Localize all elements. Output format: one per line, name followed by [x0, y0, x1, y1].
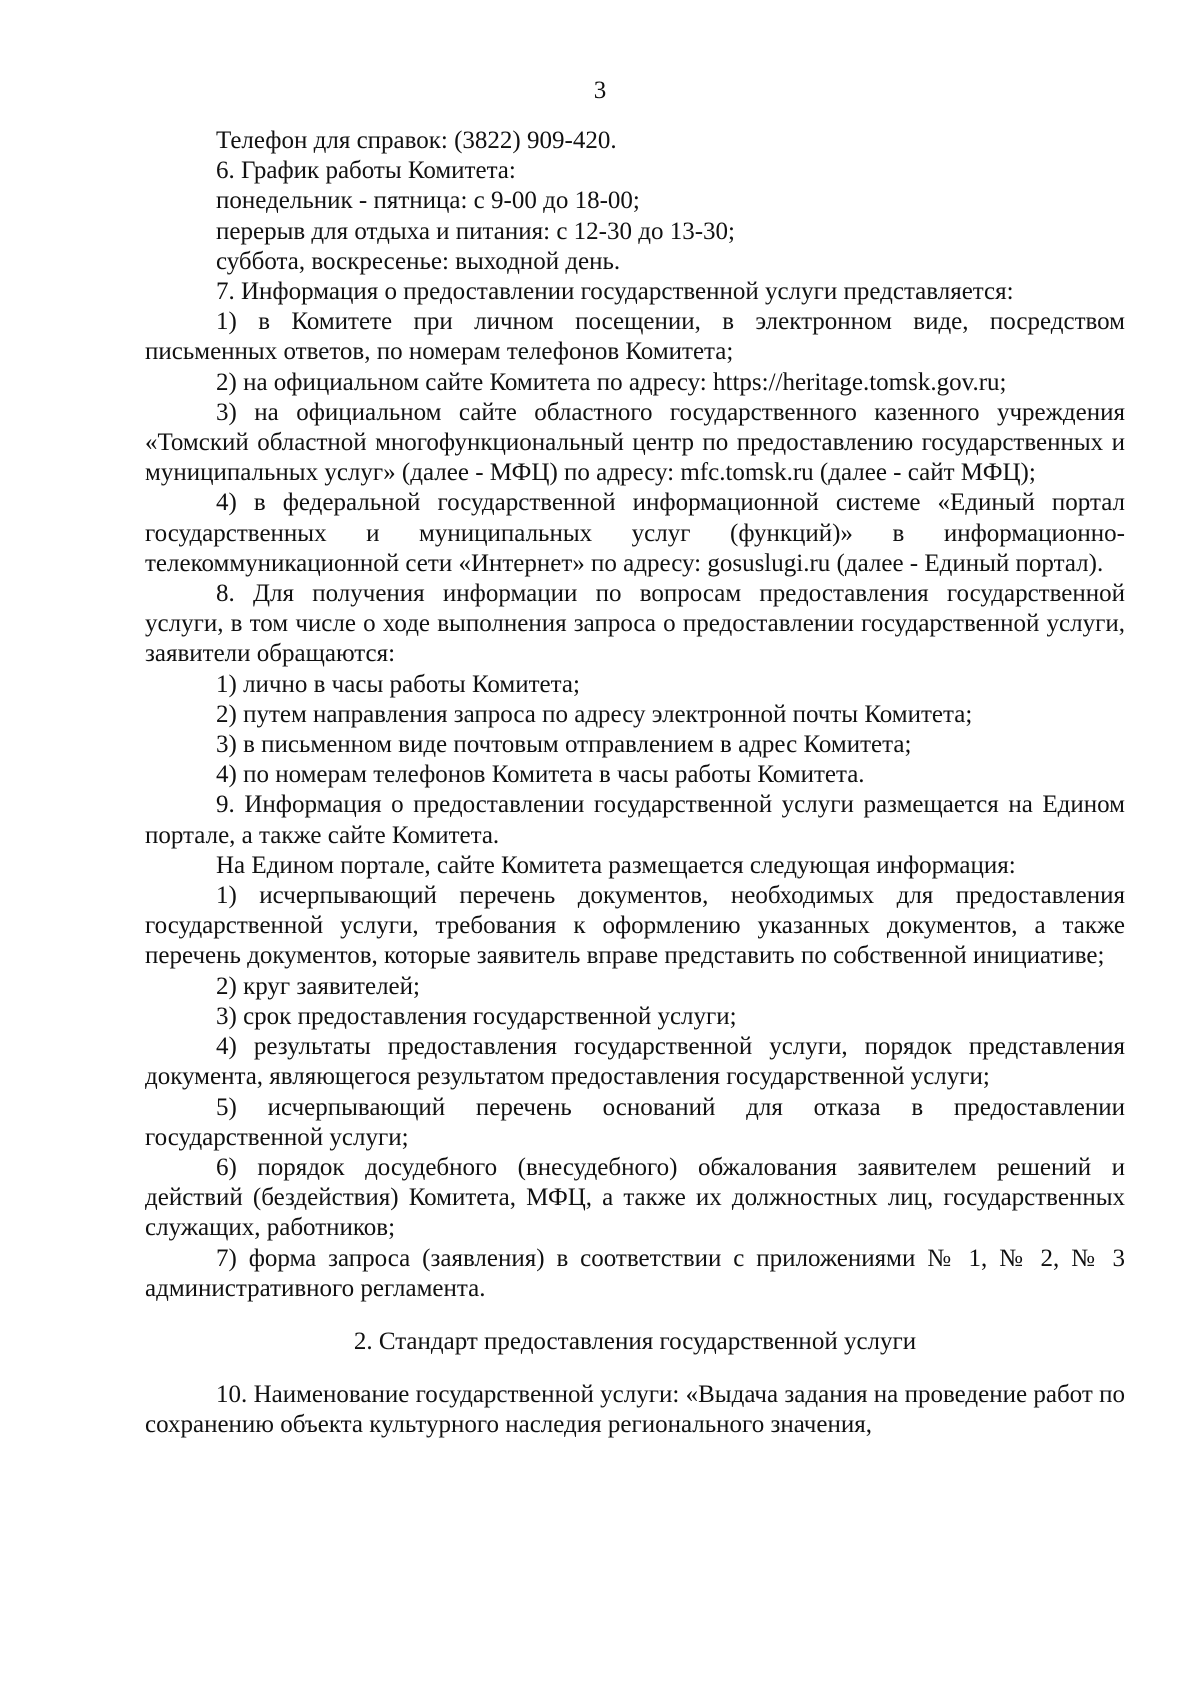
paragraph: 1) в Комитете при личном посещении, в электронном виде, посредством письменных ответов, по номерам телефонов Комитета; — [145, 308, 1125, 366]
paragraph: Телефон для справок: (3822) 909-420. — [216, 127, 617, 154]
paragraph: 4) в федеральной государственной информационной системе «Единый портал государственных и муниципальных услуг (функций)» в информационно-телекоммуникационной сети «Интернет» по адресу: gosuslugi.ru (далее - Единый портал). — [145, 489, 1125, 577]
paragraph: 6) порядок досудебного (внесудебного) обжалования заявителем решений и действий (бездействия) Комитета, МФЦ, а также их должностных лиц, государственных служащих, работников; — [145, 1153, 1125, 1242]
paragraph: 2) круг заявителей; — [216, 972, 420, 1000]
paragraph: 8. Для получения информации по вопросам предоставления государственной услуги, в том числе о ходе выполнения запроса о предоставлении государственной услуги, заявители обращаются: — [145, 580, 1125, 668]
paragraph: 9. Информация о предоставлении государственной услуги размещается на Едином портале, а также сайте Комитета. — [145, 791, 1125, 849]
paragraph: 1) исчерпывающий перечень документов, необходимых для предоставления государственной услуги, требования к оформлению указанных документов, а также перечень документов, которые заявитель вправе представить по собственной инициативе; — [145, 882, 1125, 970]
paragraph: 2) путем направления запроса по адресу электронной почты Комитета; — [216, 700, 973, 728]
paragraph: 10. Наименование государственной услуги: «Выдача задания на проведение работ по сохранению объекта культурного наследия регионального значения, — [145, 1381, 1125, 1439]
paragraph: 1) лично в часы работы Комитета; — [216, 670, 580, 698]
paragraph: перерыв для отдыха и питания: с 12-30 до 13-30; — [216, 217, 735, 245]
paragraph: 3) срок предоставления государственной услуги; — [216, 1002, 737, 1030]
paragraph: 6. График работы Комитета: — [216, 157, 516, 185]
page-number: 3 — [593, 77, 607, 104]
paragraph: 2) на официальном сайте Комитета по адресу: https://heritage.tomsk.gov.ru; — [216, 368, 1007, 396]
paragraph: 3) на официальном сайте областного государственного казенного учреждения «Томский областной многофункциональный центр по предоставлению государственных и муниципальных услуг» (далее - МФЦ) по адресу: mfc.tomsk.ru (далее - сайт МФЦ); — [145, 398, 1125, 487]
paragraph: 4) результаты предоставления государственной услуги, порядок представления документа, являющегося результатом предоставления государственной услуги; — [145, 1033, 1125, 1091]
paragraph: 7) форма запроса (заявления) в соответствии с приложениями № 1, № 2, № 3 административного регламента. — [145, 1244, 1125, 1302]
paragraph: 4) по номерам телефонов Комитета в часы работы Комитета. — [216, 761, 865, 789]
paragraph: 5) исчерпывающий перечень оснований для отказа в предоставлении государственной услуги; — [145, 1093, 1125, 1151]
paragraph: На Едином портале, сайте Комитета размещается следующая информация: — [216, 851, 1016, 879]
document-body — [145, 126, 1125, 1441]
paragraph: суббота, воскресенье: выходной день. — [216, 247, 621, 275]
paragraph: 3) в письменном виде почтовым отправлением в адрес Комитета; — [216, 731, 912, 759]
paragraph: понедельник - пятница: с 9-00 до 18-00; — [216, 187, 640, 215]
paragraph: 7. Информация о предоставлении государственной услуги представляется: — [216, 278, 1014, 306]
section-heading: 2. Стандарт предоставления государственной услуги — [353, 1327, 917, 1355]
